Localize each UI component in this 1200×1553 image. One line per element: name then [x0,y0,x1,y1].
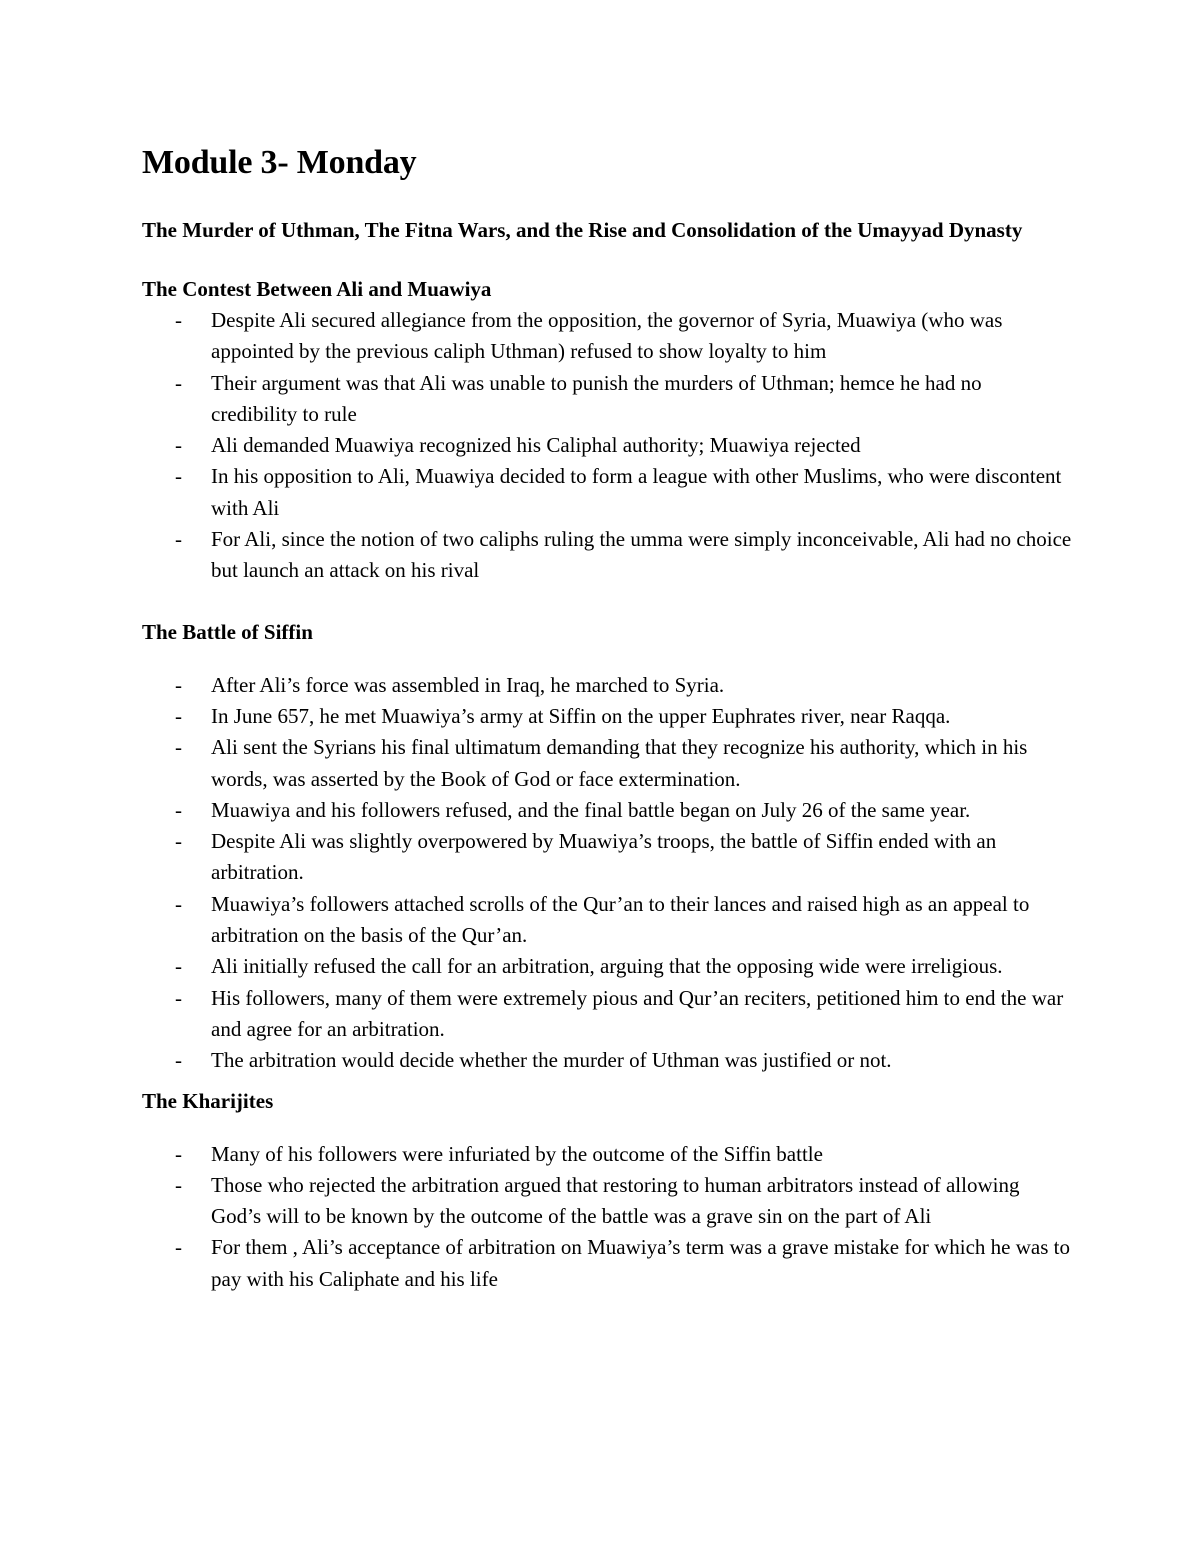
bullet-list [142,1139,1072,1295]
bullet-dash: - [175,735,182,760]
list-item-text: After Ali’s force was assembled in Iraq, he marched to Syria. [211,672,725,697]
list-item [142,1045,1072,1076]
bullet-list [142,305,1072,587]
list-item-text: Ali demanded Muawiya recognized his Caliphal authority; Muawiya rejected [211,433,861,458]
section-siffin [142,616,1072,1077]
list-item-text: Many of his followers were infuriated by the outcome of the Siffin battle [211,1141,823,1166]
list-item-text: For Ali, since the notion of two caliphs ruling the umma were simply inconceivable, Ali had no choice but launch an attack on his rival [211,527,1072,583]
list-item [142,368,1072,431]
list-item [142,670,1072,701]
list-item-text: Those who rejected the arbitration argued that restoring to human arbitrators instead of allowing God’s will to be known by the outcome of the battle was a grave sin on the part of Ali [211,1172,1020,1229]
section-heading: The Contest Between Ali and Muawiya [142,277,492,301]
list-item-text: Despite Ali secured allegiance from the opposition, the governor of Syria, Muawiya (who was appointed by the previous caliph Uthman) refused to show loyalty to him [211,308,1003,364]
document-subtitle: The Murder of Uthman, The Fitna Wars, and the Rise and Consolidation of the Umayyad Dynasty [142,218,1023,242]
bullet-dash: - [175,829,182,854]
bullet-list [142,670,1072,1077]
list-item [142,732,1072,795]
list-item-text: Muawiya’s followers attached scrolls of the Qur’an to their lances and raised high as an appeal to arbitration on the basis of the Qur’an. [211,891,1030,948]
section-heading: The Kharijites [142,1088,274,1113]
bullet-dash: - [175,672,182,697]
list-item [142,1170,1072,1233]
list-item [142,826,1072,889]
section-contest [142,273,1072,587]
bullet-dash: - [175,464,182,489]
list-item [142,430,1072,461]
list-item [142,1139,1072,1170]
bullet-dash: - [175,370,182,395]
bullet-dash: - [175,985,182,1010]
bullet-dash: - [175,1048,182,1073]
list-item-text: Their argument was that Ali was unable to punish the murders of Uthman; hemce he had no credibility to rule [211,370,982,426]
bullet-dash: - [175,797,182,822]
list-item-text: Ali initially refused the call for an arbitration, arguing that the opposing wide were irreligious. [211,954,1003,979]
bullet-dash: - [175,1141,182,1166]
list-item-text: In June 657, he met Muawiya’s army at Siffin on the upper Euphrates river, near Raqqa. [211,703,951,728]
bullet-dash: - [175,308,182,332]
document-body [142,140,1072,1295]
list-item [142,795,1072,826]
list-item-text: In his opposition to Ali, Muawiya decided to form a league with other Muslims, who were discontent with Ali [211,464,1062,520]
document-title: Module 3- Monday [142,144,417,181]
bullet-dash: - [175,433,182,458]
list-item [142,524,1072,587]
bullet-dash: - [175,1172,182,1197]
list-item [142,701,1072,732]
list-item [142,983,1072,1046]
list-item [142,889,1072,952]
list-item-text: Ali sent the Syrians his final ultimatum demanding that they recognize his authority, which in his words, was asserted by the Book of God or face extermination. [211,735,1028,791]
list-item-text: His followers, many of them were extremely pious and Qur’an reciters, petitioned him to end the war and agree for an arbitration. [211,985,1064,1041]
list-item [142,1232,1072,1295]
section-heading: The Battle of Siffin [142,619,313,644]
section-kharijites [142,1085,1072,1295]
list-item [142,461,1072,524]
list-item [142,951,1072,982]
bullet-dash: - [175,703,182,728]
list-item-text: Despite Ali was slightly overpowered by Muawiya’s troops, the battle of Siffin ended with an arbitration. [211,829,997,885]
bullet-dash: - [175,527,182,552]
list-item-text: Muawiya and his followers refused, and the final battle began on July 26 of the same year. [211,797,971,822]
list-item-text: The arbitration would decide whether the murder of Uthman was justified or not. [211,1048,892,1073]
list-item-text: For them , Ali’s acceptance of arbitration on Muawiya’s term was a grave mistake for which he was to pay with his Caliphate and his life [211,1235,1070,1291]
bullet-dash: - [175,1235,182,1260]
bullet-dash: - [175,954,182,979]
bullet-dash: - [175,891,182,916]
list-item [142,305,1072,368]
